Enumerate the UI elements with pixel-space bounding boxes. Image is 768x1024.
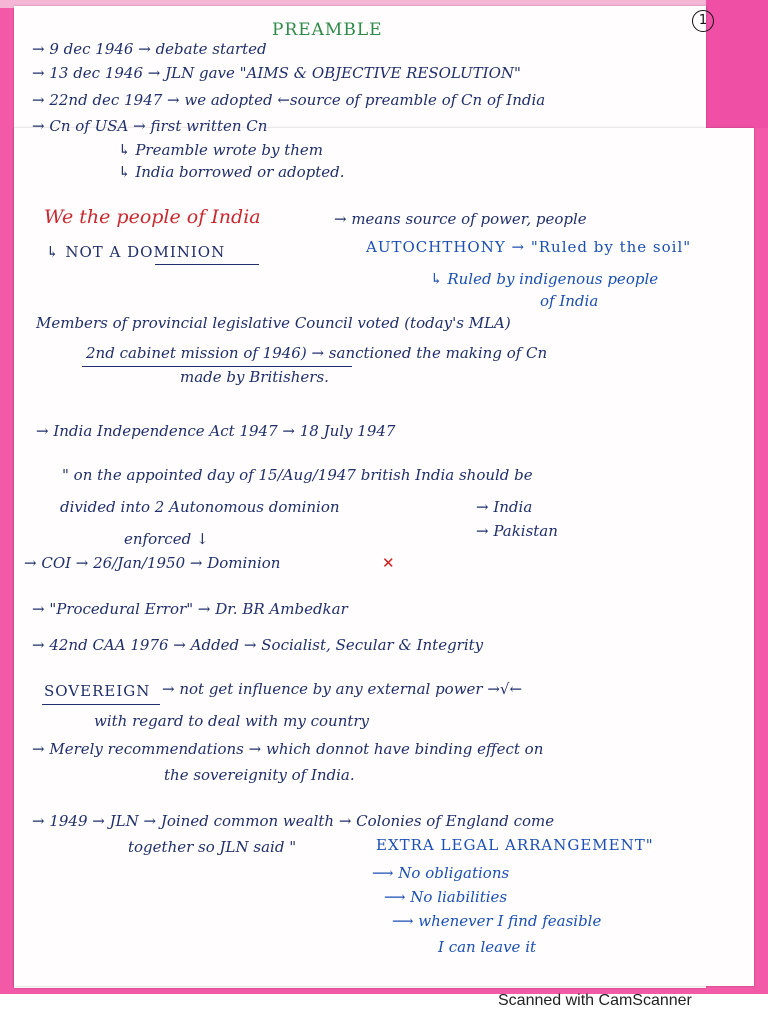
right-band [706, 0, 768, 128]
note-line: → 9 dec 1946 → debate started [32, 40, 267, 58]
note-line: → India Independence Act 1947 → 18 July 1947 [36, 422, 396, 440]
note-line: ↳ Preamble wrote by them [118, 141, 324, 159]
note-line: → India [476, 498, 533, 516]
note-line: made by Britishers. [180, 368, 329, 386]
page-title: PREAMBLE [272, 20, 383, 40]
note-line: → not get influence by any external power →√← [162, 680, 523, 698]
note-line: → 42nd CAA 1976 → Added → Socialist, Secular & Integrity [32, 636, 484, 654]
note-line: " on the appointed day of 15/Aug/1947 british India should be [62, 466, 533, 484]
sovereign-heading: SOVEREIGN [44, 682, 151, 700]
underline [82, 366, 352, 367]
note-line: → COI → 26/Jan/1950 → Dominion [24, 554, 281, 572]
note-line: → Pakistan [476, 522, 558, 540]
note-line: the sovereignity of India. [164, 766, 355, 784]
extra-legal-arrangement: EXTRA LEGAL ARRANGEMENT" [376, 836, 654, 854]
note-line: ↳ Ruled by indigenous people [430, 270, 659, 288]
note-line: ↳ NOT A DOMINION [46, 243, 226, 261]
note-line: enforced ↓ [124, 530, 209, 548]
note-line: I can leave it [438, 938, 537, 956]
autochthony-line: AUTOCHTHONY → "Ruled by the soil" [366, 238, 692, 256]
note-line: together so JLN said " [128, 838, 297, 856]
note-line: of India [540, 292, 599, 310]
scanner-footer: Scanned with CamScanner [498, 992, 692, 1009]
note-line: with regard to deal with my country [94, 712, 370, 730]
heading-we-the-people: We the people of India [44, 206, 261, 228]
note-line: → 22nd dec 1947 → we adopted ←source of preamble of Cn of India [32, 91, 546, 109]
note-line: ↳ India borrowed or adopted. [118, 163, 345, 181]
page-number: 1 [692, 10, 714, 32]
note-line: → Merely recommendations → which donnot have binding effect on [32, 740, 544, 758]
note-line: → means source of power, people [334, 210, 587, 228]
note-line: ⟶ whenever I find feasible [392, 912, 602, 930]
note-line: Members of provincial legislative Council voted (today's MLA) [36, 314, 511, 332]
note-line: → Cn of USA → first written Cn [32, 117, 268, 135]
note-line: ⟶ No liabilities [384, 888, 508, 906]
cross-mark: ✕ [382, 554, 395, 572]
note-line: → 1949 → JLN → Joined common wealth → Colonies of England come [32, 812, 555, 830]
note-line: 2nd cabinet mission of 1946) → sanctioned the making of Cn [86, 344, 548, 362]
note-line: divided into 2 Autonomous dominion [60, 498, 340, 516]
note-line: ⟶ No obligations [372, 864, 510, 882]
underline [155, 264, 259, 265]
note-line: → "Procedural Error" → Dr. BR Ambedkar [32, 600, 348, 618]
underline [42, 704, 160, 705]
note-line: → 13 dec 1946 → JLN gave "AIMS & OBJECTIVE RESOLUTION" [32, 64, 521, 82]
